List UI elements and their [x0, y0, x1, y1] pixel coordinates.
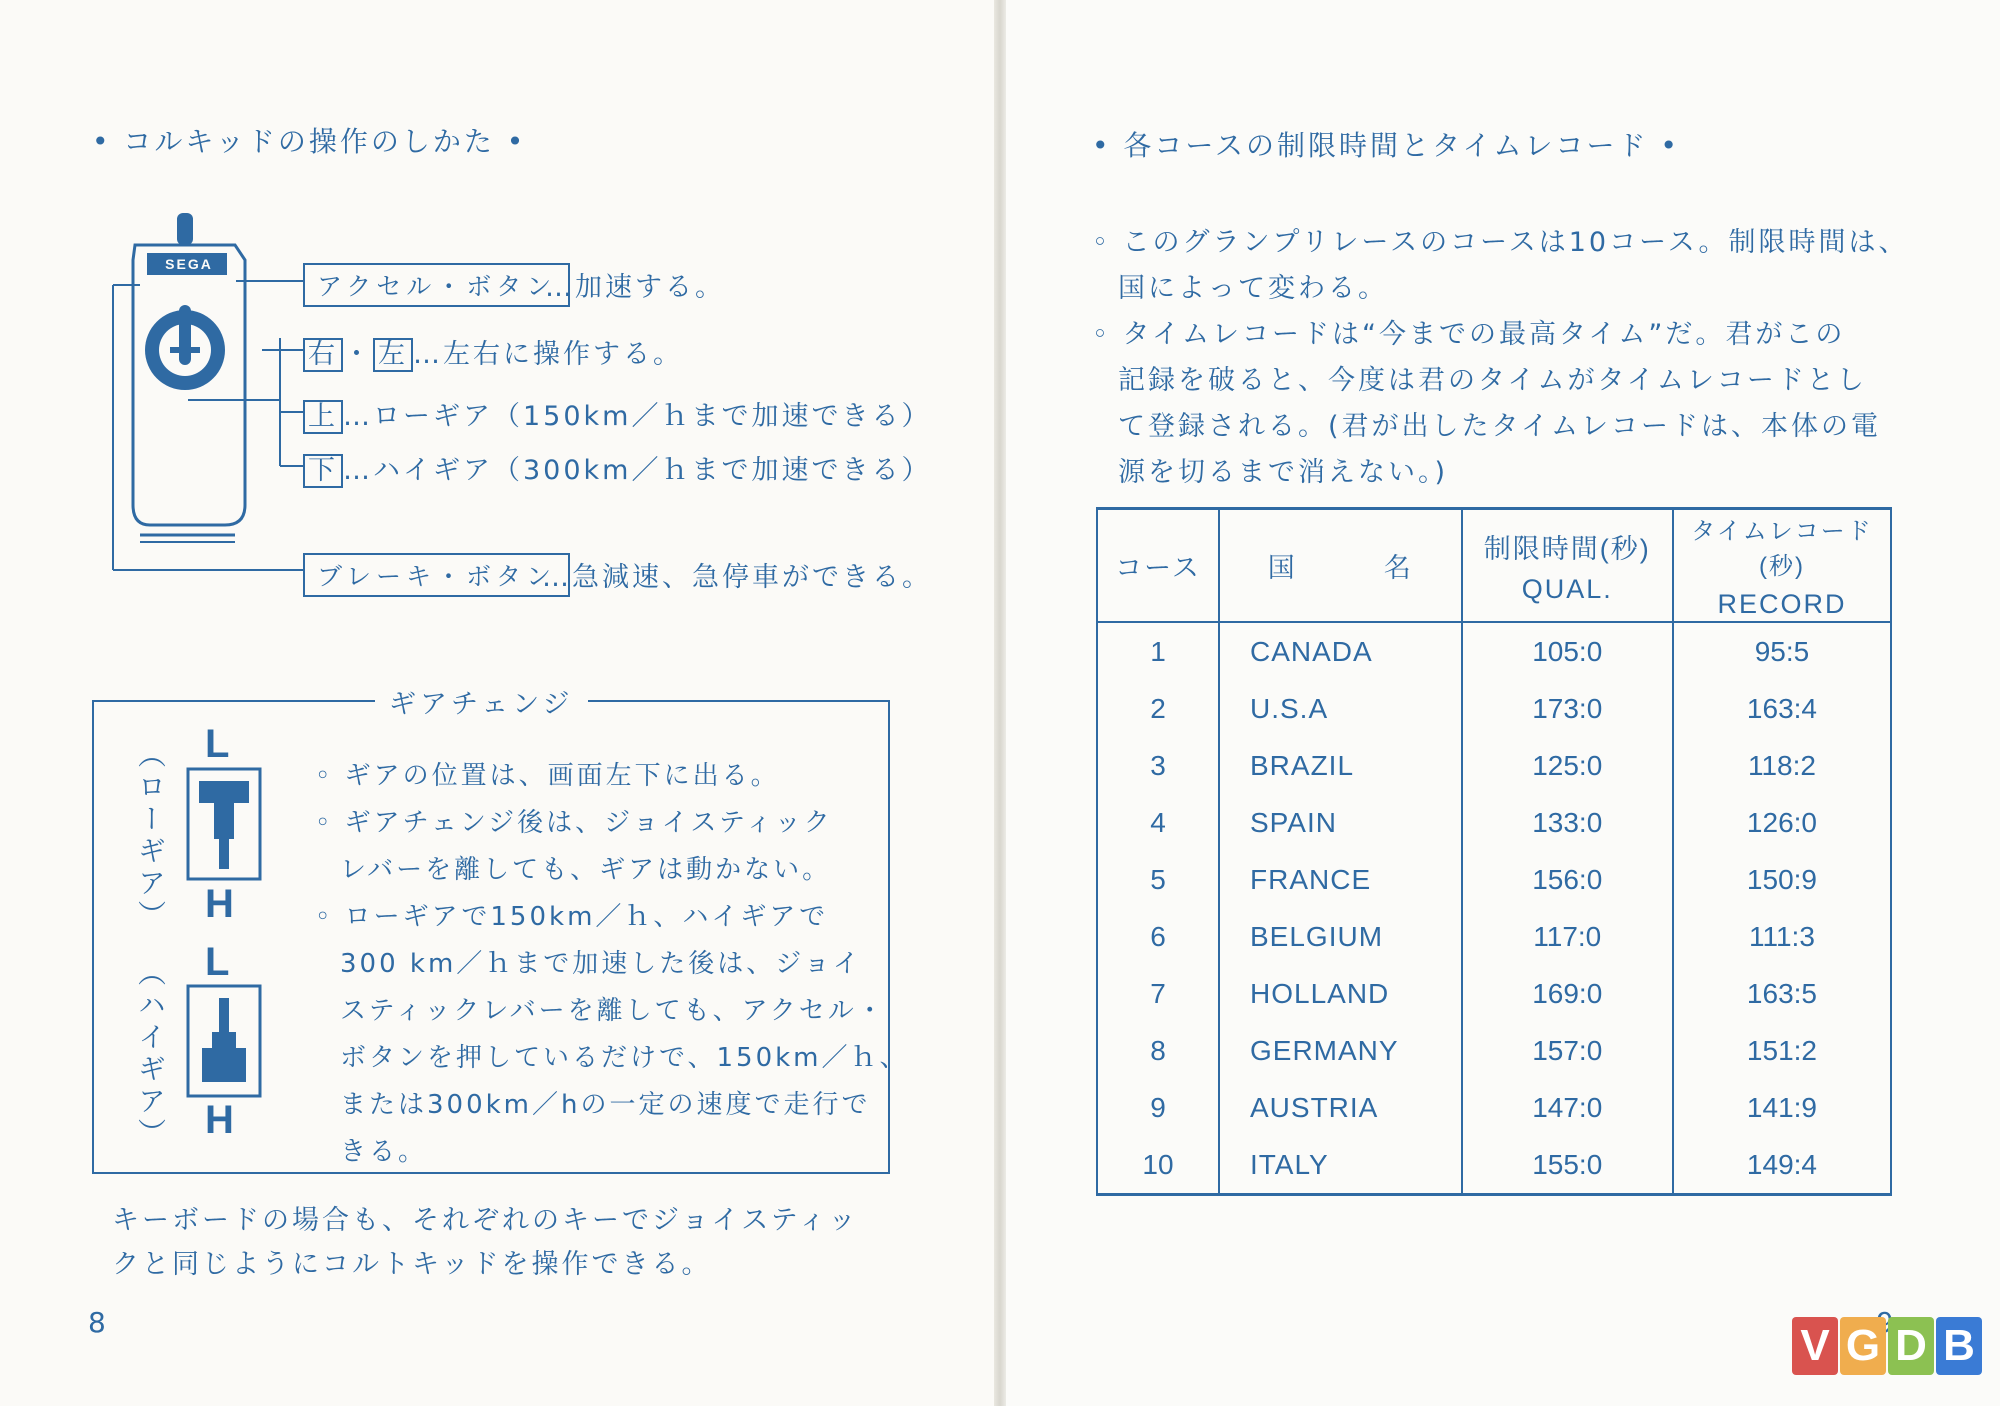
table-row: [1097, 680, 1891, 737]
down-key-box: 下: [303, 454, 343, 488]
gear-text-line-9: きる。: [340, 1137, 428, 1167]
table-row: [1097, 737, 1891, 794]
connector-lines: [0, 0, 998, 620]
gear-text-line-5: 300 km／ｈまで加速した後は、ジョイ: [340, 949, 862, 979]
country-name: CANADA: [1219, 622, 1462, 680]
right-heading: • 各コースの制限時間とタイムレコード •: [1092, 129, 1680, 162]
record-time: 151:2: [1673, 1022, 1891, 1079]
intro-line-1: ◦ このグランプリレースのコースは10コース。制限時間は、: [1092, 227, 1909, 258]
table-row: [1097, 908, 1891, 965]
left-right-description: …左右に操作する。: [413, 339, 683, 370]
course-number: 9: [1097, 1079, 1219, 1136]
course-time-table: [1096, 507, 1892, 1196]
left-page-number: 8: [88, 1306, 106, 1339]
watermark-letter-d: D: [1888, 1317, 1934, 1375]
table-row: [1097, 1136, 1891, 1195]
intro-line-4: 記録を破ると、今度は君のタイムがタイムレコードとし: [1118, 365, 1867, 396]
course-number: 8: [1097, 1022, 1219, 1079]
up-description: …ローギア（150km／ｈまで加速できる）: [343, 401, 932, 432]
keyboard-note-line-2: クと同じようにコルトキッドを操作できる。: [112, 1249, 712, 1280]
qual-time: 156:0: [1462, 851, 1673, 908]
qual-time: 105:0: [1462, 622, 1673, 680]
gear-text-line-2: ◦ ギアチェンジ後は、ジョイスティック: [315, 808, 833, 838]
record-time: 163:5: [1673, 965, 1891, 1022]
header-record-en: RECORD: [1717, 589, 1847, 619]
low-gear-L-label: L: [205, 722, 230, 766]
gear-text-line-8: または300km／hの一定の速度で走行で: [340, 1090, 871, 1120]
gear-text-line-3: レバーを離しても、ギアは動かない。: [340, 855, 832, 885]
course-number: 1: [1097, 622, 1219, 680]
country-name: U.S.A: [1219, 680, 1462, 737]
country-name: HOLLAND: [1219, 965, 1462, 1022]
course-number: 4: [1097, 794, 1219, 851]
watermark-letter-g: G: [1840, 1317, 1886, 1375]
header-qual-jp: 制限時間(秒): [1483, 533, 1651, 564]
low-gear-H-label: H: [205, 882, 234, 926]
table-body: [1097, 622, 1891, 1195]
course-number: 10: [1097, 1136, 1219, 1195]
qual-time: 125:0: [1462, 737, 1673, 794]
gear-text-line-1: ◦ ギアの位置は、画面左下に出る。: [315, 761, 780, 791]
sega-logo: SEGA: [165, 256, 213, 272]
table-row: [1097, 622, 1891, 680]
qual-time: 155:0: [1462, 1136, 1673, 1195]
qual-time: 117:0: [1462, 908, 1673, 965]
course-number: 3: [1097, 737, 1219, 794]
gear-text-line-6: スティックレバーを離しても、アクセル・: [340, 996, 886, 1026]
country-name: AUSTRIA: [1219, 1079, 1462, 1136]
record-time: 150:9: [1673, 851, 1891, 908]
table-row: [1097, 1079, 1891, 1136]
down-description: …ハイギア（300km／ｈまで加速できる）: [343, 455, 932, 486]
header-course: コース: [1097, 509, 1219, 623]
country-name: FRANCE: [1219, 851, 1462, 908]
intro-line-3: ◦ タイムレコードは“今までの最高タイム”だ。君がこの: [1092, 319, 1846, 350]
intro-line-2: 国によって変わる。: [1118, 273, 1388, 304]
table-row: [1097, 851, 1891, 908]
header-record: [1673, 509, 1891, 623]
table-row: [1097, 965, 1891, 1022]
high-gear-indicator-icon: [186, 984, 262, 1098]
course-number: 6: [1097, 908, 1219, 965]
brake-description: …急減速、急停車ができる。: [542, 562, 932, 593]
country-name: SPAIN: [1219, 794, 1462, 851]
qual-time: 169:0: [1462, 965, 1673, 1022]
up-line: [303, 394, 931, 434]
country-name: ITALY: [1219, 1136, 1462, 1195]
header-country: 国 名: [1219, 509, 1462, 623]
high-gear-vertical-label: （ハイギア）: [134, 958, 167, 1150]
header-qual-en: QUAL.: [1521, 573, 1613, 604]
high-gear-H-label: H: [205, 1098, 234, 1142]
qual-time: 147:0: [1462, 1079, 1673, 1136]
intro-line-6: 源を切るまで消えない。): [1118, 457, 1449, 488]
gear-text-line-4: ◦ ローギアで150km／ｈ、ハイギアで: [315, 902, 829, 932]
key-separator: ・: [343, 339, 373, 370]
gear-change-title: ギアチェンジ: [375, 682, 588, 721]
up-key-box: 上: [303, 400, 343, 434]
record-time: 118:2: [1673, 737, 1891, 794]
gear-text-line-7: ボタンを押しているだけで、150km／ｈ、: [340, 1043, 909, 1073]
table-row: [1097, 794, 1891, 851]
vgdb-watermark-logo: [1792, 1317, 1982, 1375]
qual-time: 173:0: [1462, 680, 1673, 737]
low-gear-indicator-icon: [186, 767, 262, 881]
low-gear-vertical-label: （ローギア）: [134, 740, 167, 932]
record-time: 95:5: [1673, 622, 1891, 680]
watermark-letter-v: V: [1792, 1317, 1838, 1375]
qual-time: 133:0: [1462, 794, 1673, 851]
record-time: 141:9: [1673, 1079, 1891, 1136]
record-time: 149:4: [1673, 1136, 1891, 1195]
course-number: 5: [1097, 851, 1219, 908]
high-gear-L-label: L: [205, 940, 230, 984]
left-heading: • コルキッドの操作のしかた •: [92, 125, 527, 158]
accel-description: …加速する。: [545, 272, 725, 303]
brake-button-label: ブレーキ・ボタン: [303, 553, 570, 597]
right-key-box: 右: [303, 338, 343, 372]
course-number: 7: [1097, 965, 1219, 1022]
record-time: 111:3: [1673, 908, 1891, 965]
record-time: 163:4: [1673, 680, 1891, 737]
left-key-box: 左: [373, 338, 413, 372]
table-row: [1097, 1022, 1891, 1079]
down-line: [303, 448, 931, 488]
accel-button-label: アクセル・ボタン: [303, 263, 570, 307]
record-time: 126:0: [1673, 794, 1891, 851]
country-name: GERMANY: [1219, 1022, 1462, 1079]
course-number: 2: [1097, 680, 1219, 737]
qual-time: 157:0: [1462, 1022, 1673, 1079]
watermark-letter-b: B: [1936, 1317, 1982, 1375]
left-right-line: [303, 332, 683, 372]
table-header-row: [1097, 509, 1891, 623]
country-name: BELGIUM: [1219, 908, 1462, 965]
keyboard-note-line-1: キーボードの場合も、それぞれのキーでジョイスティッ: [112, 1205, 859, 1236]
intro-line-5: て登録される。(君が出したタイムレコードは、本体の電: [1118, 411, 1881, 442]
header-qual: [1462, 509, 1673, 623]
header-record-jp: タイムレコード(秒): [1691, 518, 1873, 580]
country-name: BRAZIL: [1219, 737, 1462, 794]
